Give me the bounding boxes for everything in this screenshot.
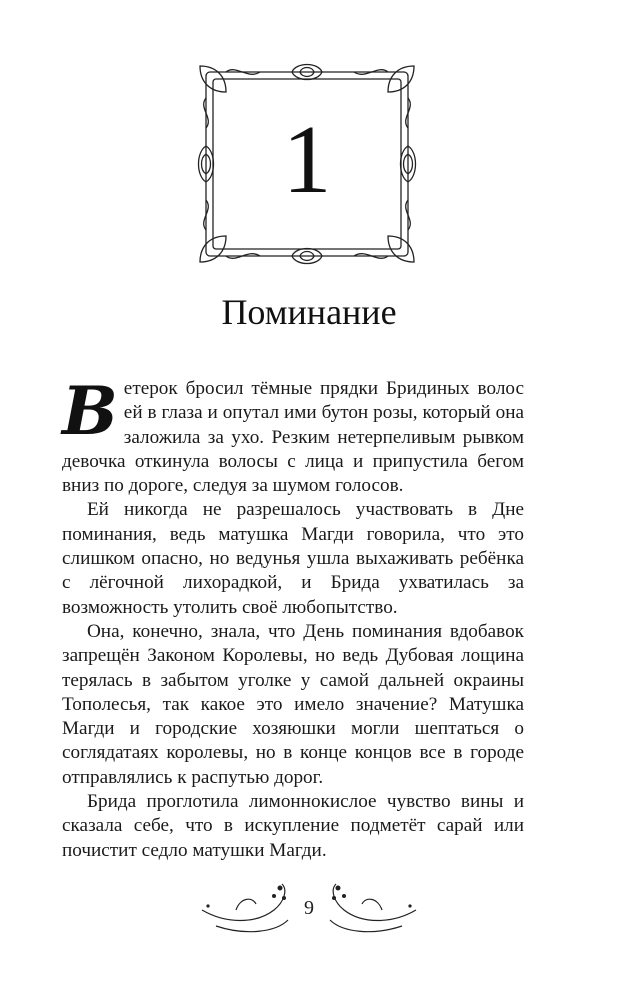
paragraph (62, 372, 524, 498)
chapter-number: 1 (282, 106, 332, 214)
paragraph: Она, конечно, знала, что День поминания вдобавок запрещён Законом Королевы, но ведь Дубовая лощина терялась в забытом уголке у самой дальней окраины Тополесья, так какое это имело значение? Матушка Магди и городские хозяюшки могли шептаться о соглядатаях королевы, но в конце концов все в городе отправлялись к распутью дорог. (62, 620, 524, 788)
paragraph-text: етерок бросил тёмные прядки Бридиных волос ей в глаза и опутал ими бутон розы, который она заложила за ухо. Резким нетерпеливым рывком девочка откинула волосы с лица и припустила бегом вниз по дороге, следуя за шумом голосов. (62, 378, 524, 497)
paragraph: Ей никогда не разрешалось участвовать в Дне поминания, ведь матушка Магди говорила, что это слишком опасно, но ведунья ушла выхаживать ребёнка с лёгочной лихорадкой, и Брида ухватилась за возможность утолить своё любопытство. (62, 499, 524, 618)
page-number: 9 (304, 897, 314, 919)
paragraph: Брида проглотила лимоннокислое чувство вины и сказала себе, что в искупление подметёт сарай или почистит седло матушки Магди. (62, 791, 524, 861)
drop-cap: В (62, 372, 118, 450)
chapter-title: Поминание (221, 292, 397, 332)
chapter-body (62, 372, 524, 863)
